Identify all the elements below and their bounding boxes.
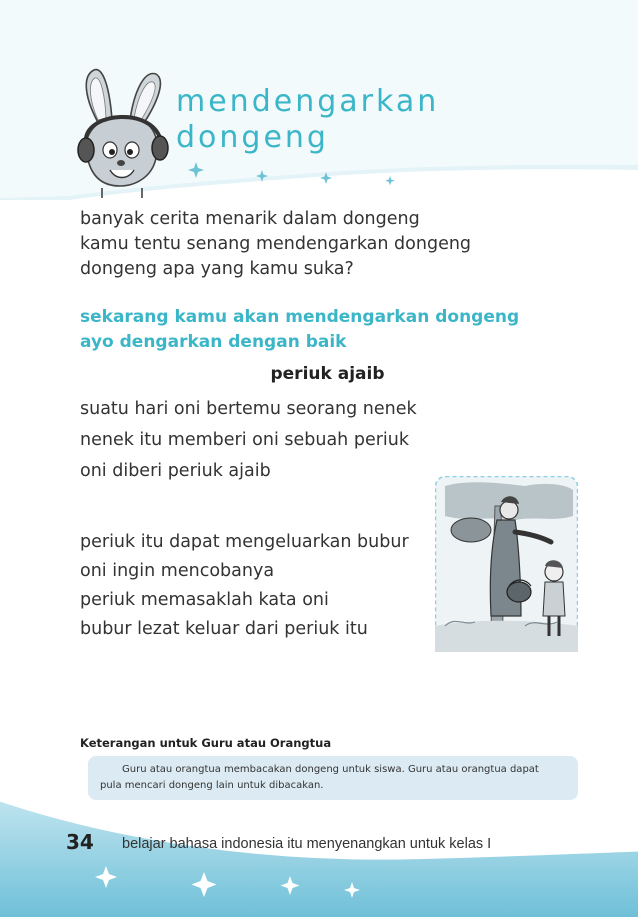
story-line: oni diberi periuk ajaib (80, 461, 271, 481)
story-line: nenek itu memberi oni sebuah periuk (80, 430, 409, 450)
title-line-1: mendengarkan (176, 84, 440, 119)
rabbit-mascot-icon (72, 68, 172, 198)
story-line: suatu hari oni bertemu seorang nenek (80, 399, 417, 419)
intro-line: kamu tentu senang mendengarkan dongeng (80, 234, 472, 254)
story-line: periuk itu dapat mengeluarkan bubur (80, 532, 409, 552)
intro-line: dongeng apa yang kamu suka? (80, 259, 354, 279)
page-title (176, 84, 439, 156)
note-heading: Keterangan untuk Guru atau Orangtua (80, 736, 332, 750)
highlight-line: ayo dengarkan dengan baik (80, 332, 347, 352)
story-title: periuk ajaib (270, 364, 385, 384)
title-line-2: dongeng (176, 120, 329, 155)
page-number: 34 (66, 830, 94, 854)
intro-text (80, 207, 471, 282)
story-line: oni ingin mencobanya (80, 561, 275, 581)
note-line-1: Guru atau orangtua membacakan dongeng untuk siswa. Guru atau orangtua dapat (122, 764, 539, 775)
highlight-line: sekarang kamu akan mendengarkan dongeng (80, 307, 520, 327)
story-stanza-1 (80, 394, 417, 487)
intro-line: banyak cerita menarik dalam dongeng (80, 209, 420, 229)
story-line: bubur lezat keluar dari periuk itu (80, 619, 368, 639)
book-title: belajar bahasa indonesia itu menyenangkan untuk kelas I (122, 836, 492, 852)
highlight-text (80, 305, 519, 355)
story-stanza-2 (80, 528, 409, 644)
story-line: periuk memasaklah kata oni (80, 590, 329, 610)
note-line-2: pula mencari dongeng lain untuk dibacakan. (100, 780, 324, 791)
story-illustration (435, 476, 578, 652)
